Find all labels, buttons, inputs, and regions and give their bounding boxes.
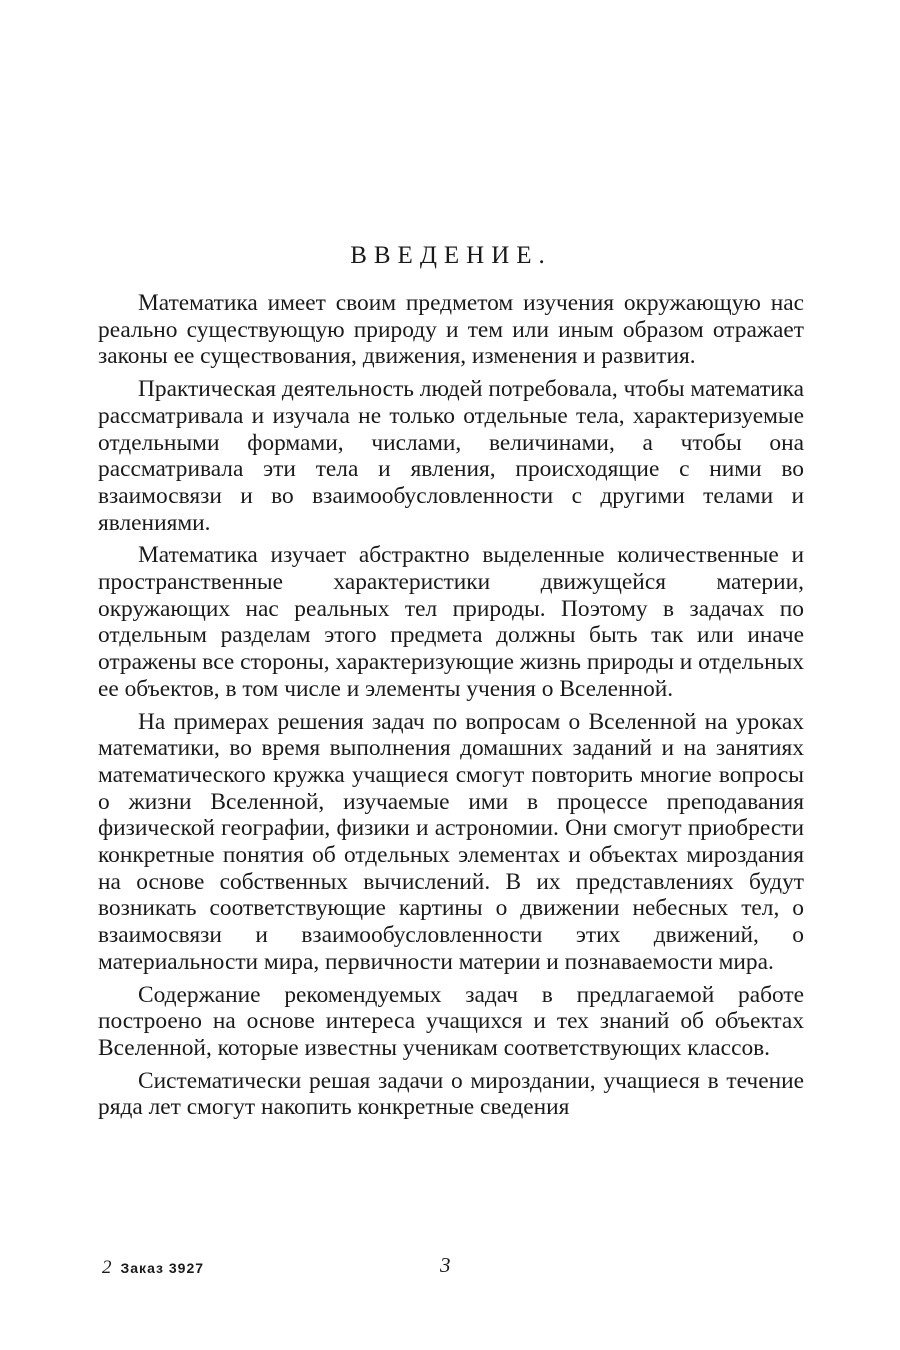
page-number: 3 bbox=[440, 1253, 451, 1277]
paragraph-5: Содержание рекомендуемых задач в предлагаемой работе построено на основе интереса учащихся и тех знаний об объектах Вселенной, которые известны ученикам соответствующих классов. bbox=[98, 981, 804, 1061]
paragraph-6: Систематически решая задачи о мироздании, учащиеся в течение ряда лет смогут накопить конкретные сведения bbox=[98, 1067, 804, 1121]
page-title: ВВЕДЕНИЕ. bbox=[350, 242, 552, 269]
paragraph-2: Практическая деятельность людей потребовала, чтобы математика рассматривала и изучала не только отдельные тела, характеризуемые отдельными формами, числами, величинами, а чтобы она рассматривала эти тела и явления, происходящие с ними во взаимосвязи и во взаимообусловленности с другими телами и явлениями. bbox=[98, 376, 804, 536]
page-footer bbox=[98, 1253, 804, 1283]
paragraph-3: Математика изучает абстрактно выделенные количественные и пространственные характеристики движущейся материи, окружающих нас реальных тел природы. Поэтому в задачах по отдельным разделам этого предмета должны быть так или иначе отражены все стороны, характеризующие жизнь природы и отдельных ее объектов, в том числе и элементы учения о Вселенной. bbox=[98, 542, 804, 702]
paragraph-4: На примерах решения задач по вопросам о Вселенной на уроках математики, во время выполнения домашних заданий и на занятиях математического кружка учащиеся смогут повторить многие вопросы о жизни Вселенной, изучаемые ими в процессе преподавания физической географии, физики и астрономии. Они смогут приобрести конкретные понятия об отдельных элементах и объектах мироздания на основе собственных вычислений. В их представлениях будут возникать соответствующие картины о движении небесных тел, о взаимосвязи и взаимообусловленности этих движений, о материальности мира, первичности материи и познаваемости мира. bbox=[98, 708, 804, 975]
body-text bbox=[98, 290, 804, 1127]
book-page bbox=[98, 0, 804, 1350]
order-label: Заказ 3927 bbox=[120, 1260, 205, 1276]
printer-signature bbox=[102, 1257, 204, 1279]
sheet-number: 2 bbox=[102, 1257, 113, 1278]
paragraph-1: Математика имеет своим предметом изучения окружающую нас реально существующую природу и тем или иным образом отражает законы ее существования, движения, изменения и развития. bbox=[98, 290, 804, 370]
